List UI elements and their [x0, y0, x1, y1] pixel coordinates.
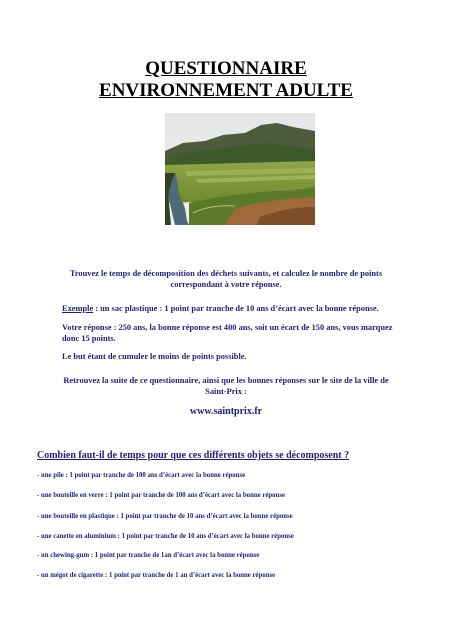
list-item: - une pile : 1 point par tranche de 100 ans d’écart avec la bonne réponse [37, 472, 246, 479]
page-title-line-1: QUESTIONNAIRE [145, 58, 307, 79]
more-info-paragraph: Retrouvez la suite de ce questionnaire, ainsi que les bonnes réponses sur le site de la ville de Saint-Prix : [63, 376, 389, 396]
intro-paragraph: Trouvez le temps de décomposition des déchets suivants, et calculez le nombre de points correspondant à votre réponse. [69, 269, 383, 289]
list-item: - une canette en aluminium : 1 point par tranche de 10 ans d’écart avec la bonne réponse [37, 533, 294, 540]
example-text: : un sac plastique : 1 point par tranche de 10 ans d’écart avec la bonne réponse. [93, 304, 379, 313]
example-paragraph [62, 303, 402, 314]
list-item: - une bouteille en verre : 1 point par tranche de 100 ans d’écart avec la bonne réponse [37, 492, 286, 499]
example-label: Exemple [62, 304, 94, 313]
website-link[interactable]: www.saintprix.fr [189, 406, 263, 417]
answer-paragraph: Votre réponse : 250 ans, la bonne réponse est 400 ans, soit un écart de 150 ans, vous marquez donc 15 points. [62, 323, 393, 343]
goal-paragraph: Le but étant de cumuler le moins de points possible. [62, 352, 247, 361]
list-item: - un mégot de cigarette : 1 point par tranche de 1 an d’écart avec la bonne réponse [37, 572, 276, 579]
list-item: - un chewing-gum : 1 point par tranche de 1an d’écart avec la bonne réponse [37, 552, 260, 559]
list-item: - une bouteille en plastique : 1 point par tranche de 10 ans d’écart avec la bonne réponse [37, 513, 293, 520]
question-heading: Combien faut-il de temps pour que ces différents objets se décomposent ? [37, 450, 350, 461]
landscape-photo [165, 113, 315, 225]
page-title-line-2: ENVIRONNEMENT ADULTE [99, 80, 353, 101]
